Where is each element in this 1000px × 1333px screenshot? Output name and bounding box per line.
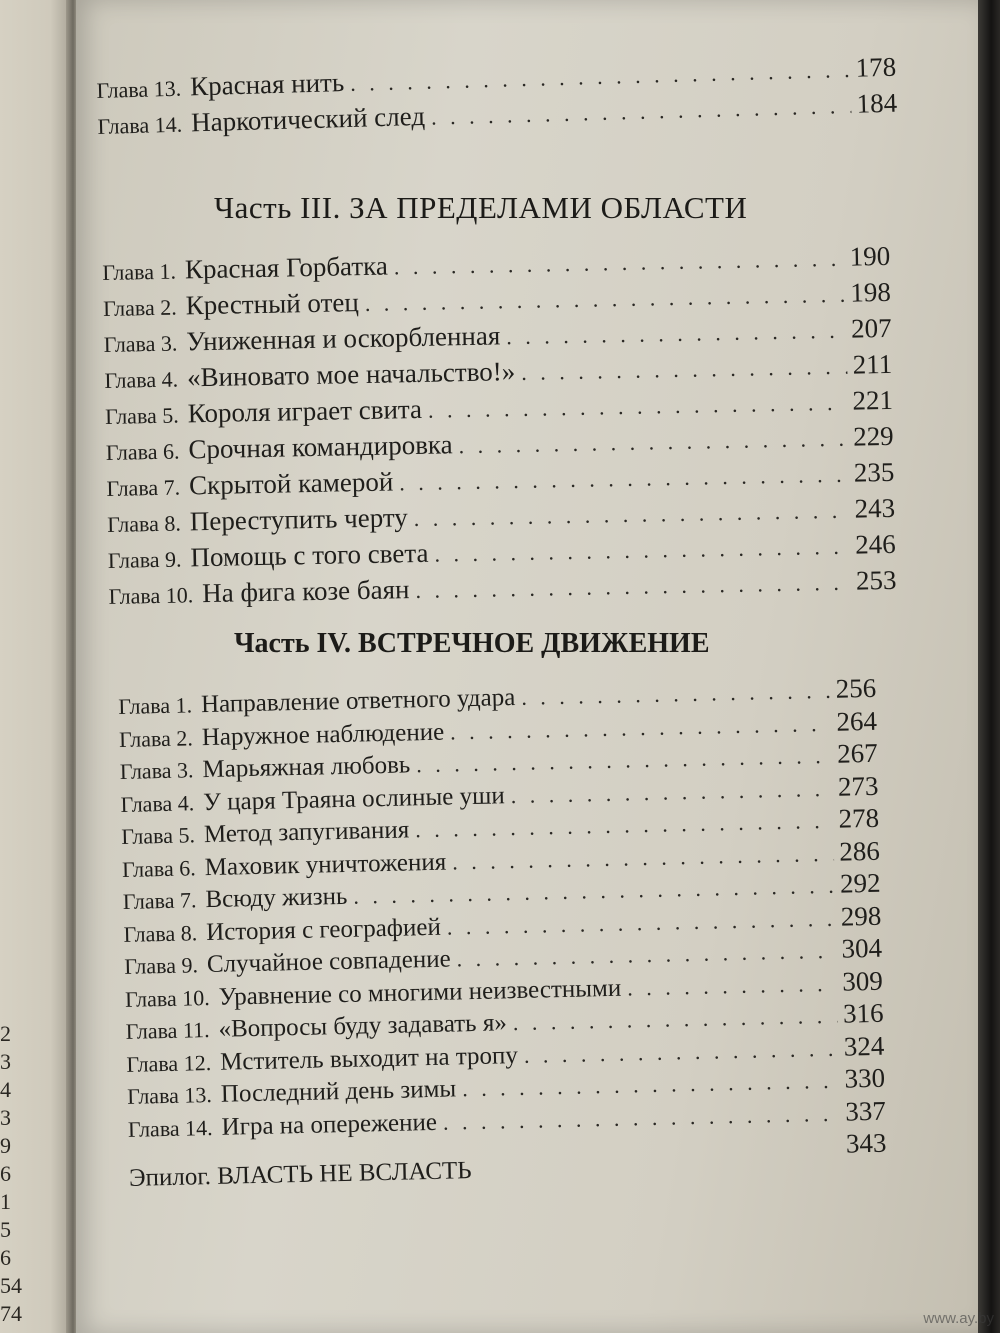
left-number: 3 bbox=[0, 1049, 11, 1074]
page-number: 235 bbox=[853, 456, 895, 488]
page-number: 211 bbox=[852, 348, 893, 380]
left-number: 6 bbox=[0, 1245, 11, 1270]
chapter-title: Красная Горбатка bbox=[184, 250, 389, 285]
chapter-label: Глава 5. bbox=[104, 402, 180, 429]
leader-dots bbox=[415, 566, 850, 608]
chapter-label: Глава 13. bbox=[126, 1081, 213, 1109]
chapter-title: «Виновато мое начальство!» bbox=[186, 356, 516, 393]
page-number: 243 bbox=[854, 492, 896, 524]
page-number: 273 bbox=[837, 770, 879, 802]
chapter-label: Глава 10. bbox=[124, 984, 210, 1012]
page-number: 267 bbox=[836, 737, 878, 769]
page-number: 298 bbox=[840, 900, 882, 932]
chapter-label: Глава 9. bbox=[107, 546, 182, 573]
page-number: 292 bbox=[839, 867, 881, 899]
left-number: 5 bbox=[0, 1217, 11, 1242]
chapter-label: Глава 6. bbox=[105, 438, 180, 465]
left-number: 54 bbox=[0, 1273, 22, 1298]
page-number: 337 bbox=[844, 1095, 887, 1127]
chapter-label: Глава 7. bbox=[106, 474, 181, 501]
chapter-label: Глава 12. bbox=[126, 1049, 212, 1077]
chapter-label: Глава 3. bbox=[119, 757, 194, 784]
chapter-label: Глава 9. bbox=[123, 952, 199, 979]
left-number: 9 bbox=[0, 1133, 11, 1158]
watermark: www.ay.by bbox=[923, 1310, 994, 1327]
chapter-title: На фига козе баян bbox=[201, 574, 410, 609]
left-number: 3 bbox=[0, 1105, 11, 1130]
page-number: 309 bbox=[841, 965, 884, 997]
toc-part-3-list bbox=[102, 239, 897, 614]
page-number: 221 bbox=[852, 384, 894, 416]
chapter-title: Короля играет свита bbox=[187, 393, 423, 429]
chapter-title: Всюду жизнь bbox=[205, 882, 348, 914]
page-number: 198 bbox=[850, 276, 892, 308]
chapter-label: Глава 14. bbox=[97, 111, 183, 139]
page-number: 246 bbox=[854, 528, 896, 560]
chapter-label: Глава 1. bbox=[102, 258, 177, 285]
chapter-title: Мститель выходит на тропу bbox=[219, 1041, 519, 1076]
page-number: 316 bbox=[842, 997, 884, 1029]
chapter-title: Переступить черту bbox=[189, 502, 409, 537]
page-number: 278 bbox=[838, 802, 880, 834]
left-page-edge bbox=[0, 0, 72, 1333]
leader-dots bbox=[627, 968, 837, 1003]
page-number: 264 bbox=[836, 705, 878, 737]
chapter-title: Крестный отец bbox=[185, 287, 360, 321]
chapter-title: Направление ответного удара bbox=[200, 683, 516, 719]
page-number: 256 bbox=[835, 672, 877, 704]
left-number: 2 bbox=[0, 1021, 11, 1046]
chapter-label: Глава 14. bbox=[127, 1114, 213, 1142]
book-page bbox=[76, 0, 980, 1333]
page-number: 207 bbox=[850, 312, 892, 344]
page-number: 190 bbox=[849, 240, 891, 272]
chapter-title: Случайное совпадение bbox=[206, 945, 451, 979]
left-number: 74 bbox=[0, 1301, 22, 1326]
chapter-title: Уравнение со многими неизвестными bbox=[218, 974, 622, 1011]
page-number: 343 bbox=[845, 1127, 887, 1159]
page-number: 330 bbox=[844, 1062, 886, 1094]
chapter-title: Красная нить bbox=[189, 67, 345, 102]
chapter-title: Наружное наблюдение bbox=[201, 718, 445, 751]
leader-dots bbox=[521, 350, 847, 390]
page-number: 178 bbox=[855, 51, 897, 83]
epilog-entry: Эпилог. ВЛАСТЬ НЕ ВСЛАСТЬ bbox=[128, 1156, 472, 1192]
chapter-label: Глава 5. bbox=[121, 822, 196, 849]
chapter-label: Глава 1. bbox=[118, 692, 193, 719]
chapter-title: Униженная и оскорбленная bbox=[186, 320, 501, 357]
page-number: 304 bbox=[841, 932, 883, 964]
chapter-label: Глава 11. bbox=[125, 1017, 210, 1044]
chapter-title: Срочная командировка bbox=[188, 429, 453, 465]
chapter-title: Марьяжная любовь bbox=[202, 751, 411, 784]
left-number: 4 bbox=[0, 1077, 11, 1102]
book-cover-edge bbox=[978, 0, 1000, 1333]
chapter-label: Глава 3. bbox=[103, 330, 178, 357]
chapter-label: Глава 4. bbox=[120, 789, 195, 817]
page-number: 253 bbox=[855, 564, 897, 596]
chapter-title: Метод запугивания bbox=[203, 816, 410, 849]
chapter-label: Глава 4. bbox=[104, 366, 179, 393]
chapter-title: Игра на опережение bbox=[221, 1108, 438, 1141]
chapter-title: История с географией bbox=[205, 913, 442, 946]
part-4-heading: Часть IV. ВСТРЕЧНОЕ ДВИЖЕНИЕ bbox=[234, 628, 710, 659]
chapter-title: «Вопросы буду задавать я» bbox=[218, 1009, 508, 1043]
chapter-label: Глава 7. bbox=[122, 887, 197, 914]
chapter-title: Скрытой камерой bbox=[188, 466, 394, 501]
page-number: 324 bbox=[843, 1030, 885, 1062]
left-number: 6 bbox=[0, 1161, 11, 1186]
toc-part-4-list bbox=[118, 673, 887, 1194]
chapter-label: Глава 2. bbox=[118, 724, 194, 752]
part-3-heading: Часть III. ЗА ПРЕДЕЛАМИ ОБЛАСТИ bbox=[214, 190, 748, 225]
chapter-label: Глава 8. bbox=[123, 919, 198, 947]
chapter-title: Последний день зимы bbox=[220, 1075, 457, 1108]
chapter-title: Маховик уничтожения bbox=[204, 848, 447, 881]
toc-top-block bbox=[96, 50, 898, 144]
chapter-title: Наркотический след bbox=[190, 100, 426, 138]
chapter-label: Глава 13. bbox=[96, 75, 182, 103]
page-number: 229 bbox=[852, 420, 894, 452]
left-page-numbers bbox=[0, 1020, 20, 1328]
chapter-label: Глава 8. bbox=[106, 510, 182, 537]
leader-dots bbox=[506, 314, 846, 355]
page-number: 286 bbox=[839, 835, 881, 867]
chapter-title: У царя Траяна ослиные уши bbox=[202, 781, 506, 816]
page-number: 184 bbox=[856, 87, 898, 119]
chapter-label: Глава 2. bbox=[102, 294, 177, 321]
chapter-label: Глава 10. bbox=[108, 582, 194, 609]
chapter-title: Помощь с того света bbox=[190, 537, 429, 573]
chapter-label: Глава 6. bbox=[121, 854, 196, 882]
left-number: 1 bbox=[0, 1189, 11, 1214]
